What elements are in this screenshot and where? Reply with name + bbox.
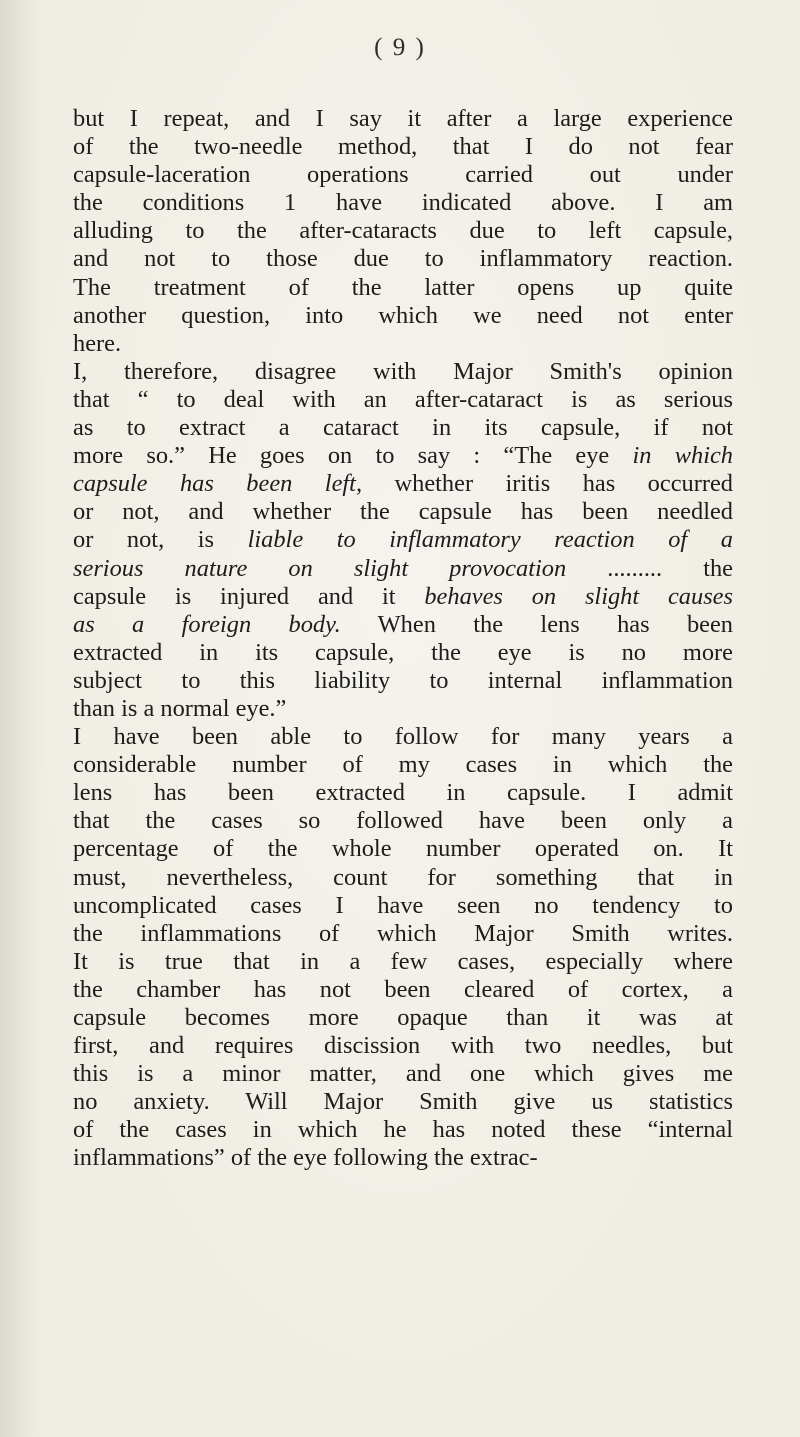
text-segment: but I repeat, and I say it after a large experience [73, 105, 733, 132]
text-segment: than is a normal eye.” [73, 694, 287, 722]
text-segment: capsule-laceration operations carried out under [73, 161, 733, 189]
text-segment: I have been able to follow for many years a [73, 723, 733, 751]
italic-text: serious nature on slight provocation [73, 554, 567, 582]
text-line [73, 358, 733, 386]
text-line [73, 639, 733, 667]
text-segment: percentage of the whole number operated on. It [73, 835, 733, 863]
text-line [73, 274, 733, 302]
text-segment: and not to those due to inflammatory reaction. [73, 245, 733, 273]
italic-text: behaves on slight causes [424, 582, 733, 610]
text-line [73, 386, 733, 414]
text-segment: I, therefore, disagree with Major Smith's opinion [73, 357, 733, 385]
text-line [73, 695, 733, 723]
text-line [73, 442, 733, 470]
text-line [73, 217, 733, 245]
text-line [73, 948, 733, 976]
text-segment: the conditions 1 have indicated above. I am [73, 189, 733, 217]
italic-text: capsule has been left, [73, 470, 363, 498]
text-segment: When the lens has been [340, 610, 734, 638]
text-line [73, 779, 733, 807]
text-line [73, 751, 733, 779]
page-number: ( 9 ) [374, 34, 426, 61]
text-line [73, 555, 733, 583]
text-line [73, 920, 733, 948]
text-line [73, 1144, 733, 1172]
text-line [73, 1116, 733, 1144]
page-binding-edge [0, 0, 46, 1437]
text-segment: or not, and whether the capsule has been needled [73, 498, 733, 526]
text-line [73, 667, 733, 695]
text-segment: The treatment of the latter opens up quite [73, 273, 733, 301]
text-line [73, 105, 733, 133]
text-segment: inflammations” of the eye following the extrac- [73, 1144, 538, 1172]
text-segment: of the two-needle method, that I do not fear [73, 133, 733, 161]
text-line [73, 611, 733, 639]
text-segment: It is true that in a few cases, especially where [73, 947, 733, 975]
text-segment: must, nevertheless, count for something that in [73, 863, 733, 891]
text-line [73, 892, 733, 920]
text-line [73, 976, 733, 1004]
text-segment: or not, is [73, 526, 248, 554]
text-segment: as to extract a cataract in its capsule, if not [73, 414, 733, 442]
text-segment: here. [73, 329, 122, 357]
text-line [73, 245, 733, 273]
text-line [73, 302, 733, 330]
text-segment: no anxiety. Will Major Smith give us statistics [73, 1088, 733, 1116]
text-segment: subject to this liability to internal inflammation [73, 666, 733, 694]
text-line [73, 526, 733, 554]
text-segment: of the cases in which he has noted these “internal [73, 1116, 733, 1144]
text-line [73, 864, 733, 892]
text-segment: the chamber has not been cleared of cortex, a [73, 975, 733, 1003]
text-line [73, 1088, 733, 1116]
text-line [73, 189, 733, 217]
text-line [73, 133, 733, 161]
text-line [73, 161, 733, 189]
italic-text: liable to inflammatory reaction of a [247, 526, 733, 554]
text-segment: more so.” He goes on to say : “The eye [73, 442, 633, 470]
text-segment: capsule is injured and it [73, 582, 425, 610]
text-line [73, 583, 733, 611]
text-line [73, 470, 733, 498]
text-line [73, 414, 733, 442]
text-line [73, 330, 733, 358]
text-segment: that the cases so followed have been only a [73, 807, 733, 835]
text-segment: considerable number of my cases in which the [73, 751, 733, 779]
text-segment: uncomplicated cases I have seen no tendency to [73, 891, 733, 919]
text-line [73, 1004, 733, 1032]
text-segment: another question, into which we need not enter [73, 301, 733, 329]
text-line [73, 1060, 733, 1088]
italic-text: as a foreign body. [73, 610, 341, 638]
text-segment: capsule becomes more opaque than it was at [73, 1004, 733, 1031]
text-segment: alluding to the after-cataracts due to left capsule, [73, 217, 733, 245]
text-segment: first, and requires discission with two needles, but [73, 1032, 733, 1060]
italic-text: in which [632, 442, 733, 470]
text-segment: this is a minor matter, and one which gives me [73, 1060, 733, 1088]
text-segment: the inflammations of which Major Smith writes. [73, 919, 733, 947]
text-line [73, 498, 733, 526]
text-segment: extracted in its capsule, the eye is no more [73, 638, 733, 666]
text-segment: lens has been extracted in capsule. I admit [73, 779, 733, 807]
text-line [73, 723, 733, 751]
text-line [73, 835, 733, 863]
text-segment: whether iritis has occurred [362, 470, 733, 498]
text-segment: ......... the [566, 554, 734, 582]
body-text [73, 105, 733, 1173]
text-line [73, 1032, 733, 1060]
text-line [73, 807, 733, 835]
text-segment: that “ to deal with an after-cataract is as serious [73, 385, 733, 413]
